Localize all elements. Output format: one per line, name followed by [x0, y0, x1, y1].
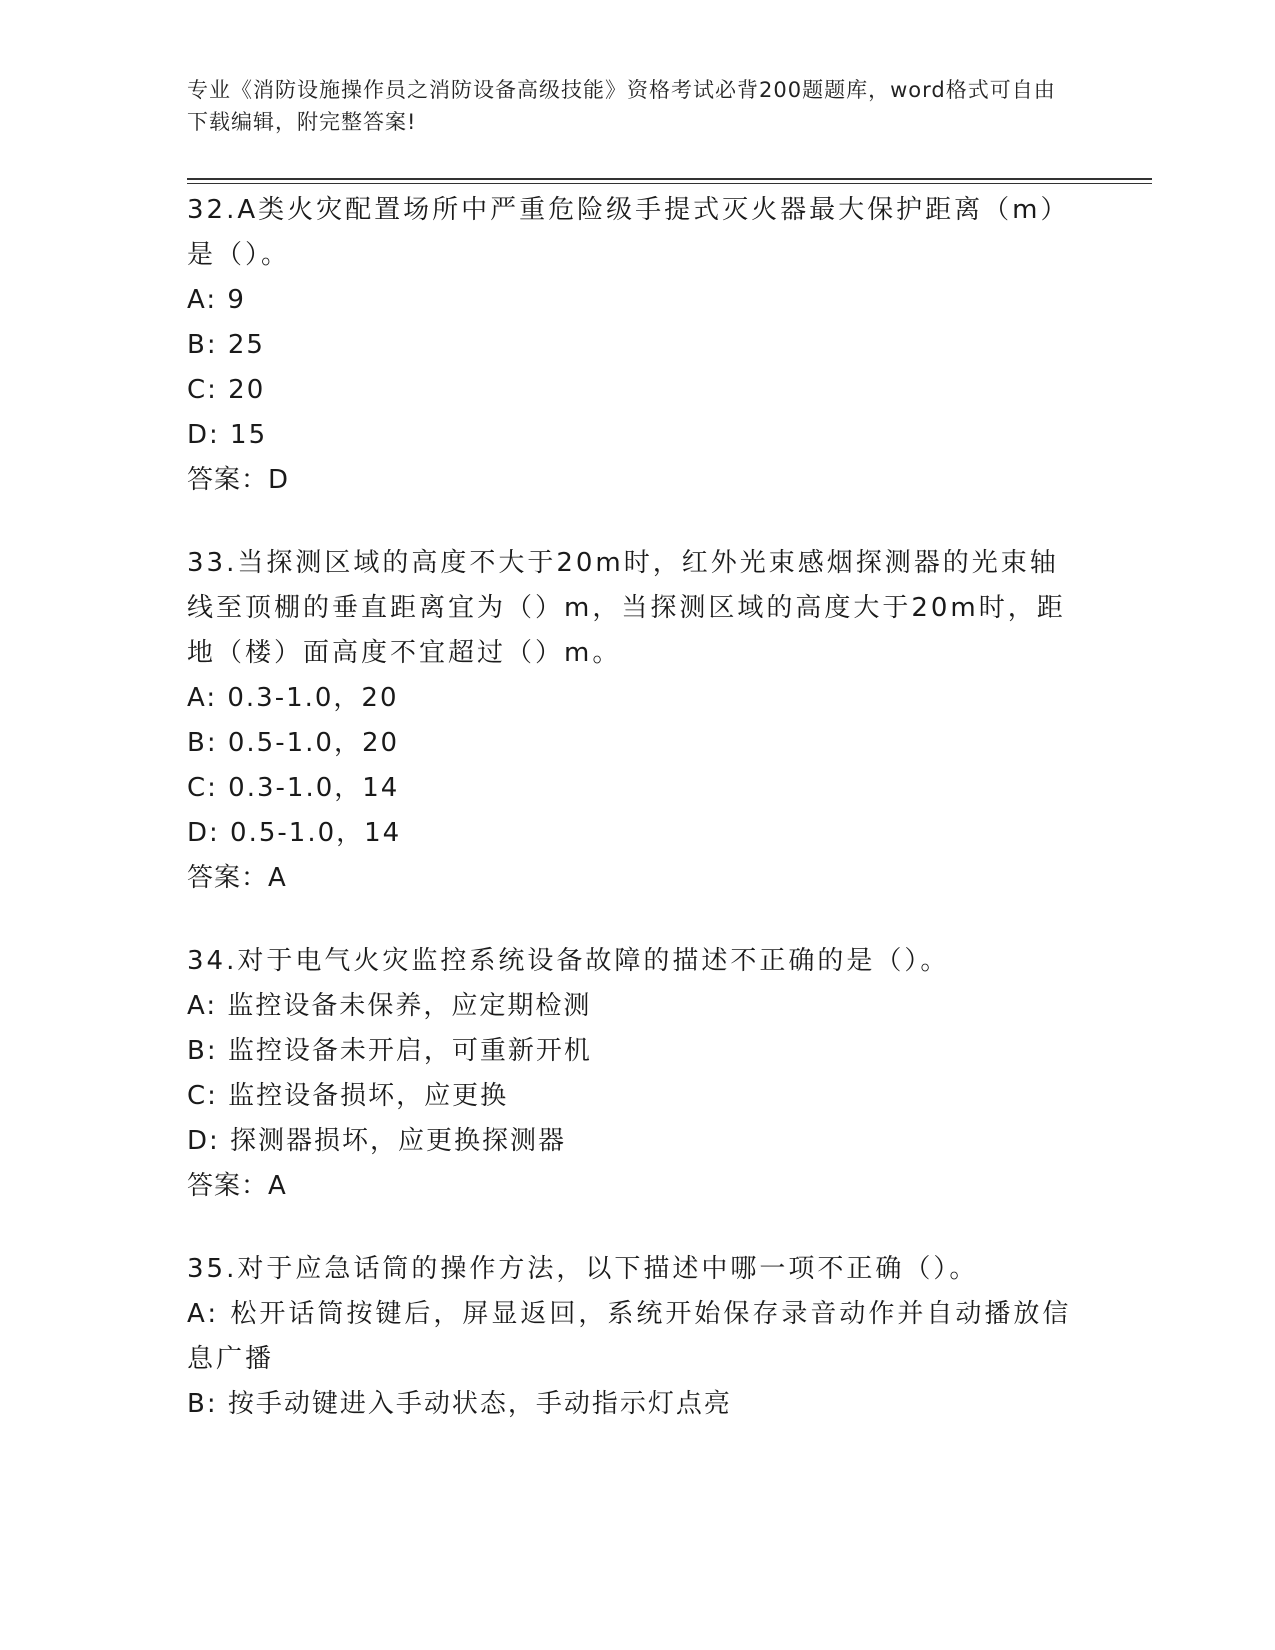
question-35 — [187, 1247, 1087, 1427]
option-c: C: 20 — [187, 375, 266, 405]
option-b: B: 按手动键进入手动状态，手动指示灯点亮 — [187, 1389, 732, 1419]
option-c: C: 监控设备损坏，应更换 — [187, 1081, 509, 1111]
question-text: 35.对于应急话筒的操作方法，以下描述中哪一项不正确（）。 — [187, 1254, 979, 1284]
option-a: A: 9 — [187, 285, 246, 315]
answer-line: 答案：A — [187, 1171, 287, 1201]
option-a: A: 监控设备未保养，应定期检测 — [187, 991, 592, 1021]
question-34 — [187, 939, 1087, 1209]
option-d: D: 15 — [187, 420, 268, 450]
header-divider-thin — [187, 183, 1152, 184]
option-b: B: 25 — [187, 330, 265, 360]
question-text: 34.对于电气火灾监控系统设备故障的描述不正确的是（）。 — [187, 946, 950, 976]
option-a: A: 0.3-1.0，20 — [187, 683, 399, 713]
option-d: D: 探测器损坏，应更换探测器 — [187, 1126, 567, 1156]
option-b: B: 监控设备未开启，可重新开机 — [187, 1036, 592, 1066]
option-d: D: 0.5-1.0，14 — [187, 818, 402, 848]
document-intro: 专业《消防设施操作员之消防设备高级技能》资格考试必背200题题库，word格式可自由下载编辑，附完整答案! — [187, 78, 1056, 134]
option-c: C: 0.3-1.0，14 — [187, 773, 400, 803]
question-33 — [187, 541, 1087, 901]
option-a: A: 松开话筒按键后，屏显返回，系统开始保存录音动作并自动播放信息广播 — [187, 1299, 1072, 1374]
header-divider-thick — [187, 178, 1152, 180]
option-b: B: 0.5-1.0，20 — [187, 728, 400, 758]
question-32 — [187, 188, 1087, 503]
question-text: 33.当探测区域的高度不大于20m时，红外光束感烟探测器的光束轴线至顶棚的垂直距离宜为（）m，当探测区域的高度大于20m时，距地（楼）面高度不宜超过（）m。 — [187, 548, 1066, 668]
answer-line: 答案：A — [187, 863, 287, 893]
answer-line: 答案：D — [187, 465, 290, 495]
question-text: 32.A类火灾配置场所中严重危险级手提式灭火器最大保护距离（m）是（）。 — [187, 195, 1070, 270]
question-list — [187, 188, 1087, 1465]
